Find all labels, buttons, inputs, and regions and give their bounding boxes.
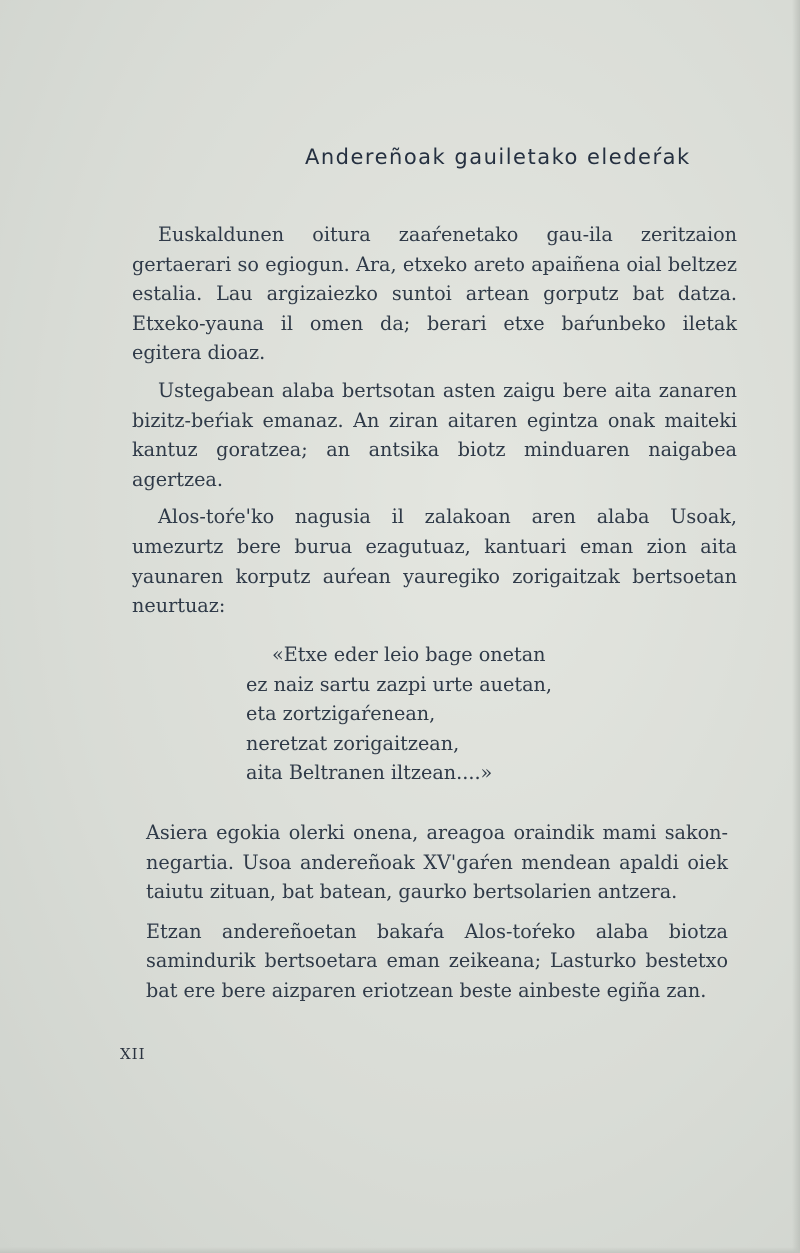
poem-block bbox=[246, 640, 666, 788]
body-text-bottom bbox=[146, 818, 728, 1016]
paragraph-1: Euskaldunen oitura zaaŕenetako gau-ila zeritzaion gertaerari so egiogun. Ara, etxeko areto apaiñena oial beltzez estalia. Lau argizaiezko suntoi artean gorputz bat datza. Etxeko-yauna il omen da; berari etxe baŕunbeko iletak egitera dioaz. bbox=[132, 223, 737, 365]
page-number: XII bbox=[120, 1045, 146, 1063]
page-edge-shadow bbox=[792, 0, 800, 1253]
poem-line-1: «Etxe eder leio bage onetan bbox=[272, 643, 546, 666]
paragraph-4: Asiera egokia olerki onena, areagoa oraindik mami sakon-negartia. Usoa andereñoak XV'gaŕen mendean apaldi oiek taiutu zituan, bat batean, gaurko bertsolarien antzera. bbox=[146, 821, 728, 904]
paragraph-2: Ustegabean alaba bertsotan asten zaigu bere aita zanaren bizitz-beŕiak emanaz. An ziran aitaren egintza onak maiteki kantuz goratzea; an antsika biotz minduaren naigabea agertzea. bbox=[132, 378, 737, 491]
page-bottom-shadow bbox=[0, 1247, 800, 1253]
poem-line-2: ez naiz sartu zazpi urte auetan, bbox=[246, 672, 552, 696]
poem-line-3: eta zortzigaŕenean, bbox=[246, 702, 436, 726]
poem-line-4: neretzat zorigaitzean, bbox=[246, 731, 460, 755]
paragraph-5: Etzan andereñoetan bakaŕa Alos-toŕeko alaba biotza samindurik bertsoetara eman zeikeana; Lasturko bestetxo bat ere bere aizparen eriotzean beste ainbeste egiña zan. bbox=[146, 919, 728, 1002]
body-text-top bbox=[132, 220, 737, 629]
chapter-heading: Andereñoak gauiletako eledeŕak bbox=[305, 145, 691, 169]
poem-line-5: aita Beltranen iltzean....» bbox=[246, 761, 493, 785]
paragraph-3: Alos-toŕe'ko nagusia il zalakoan aren alaba Usoak, umezurtz bere burua ezagutuaz, kantuari eman zion aita yaunaren korputz auŕean yauregiko zorigaitzak bertsoetan neurtuaz: bbox=[132, 505, 737, 618]
